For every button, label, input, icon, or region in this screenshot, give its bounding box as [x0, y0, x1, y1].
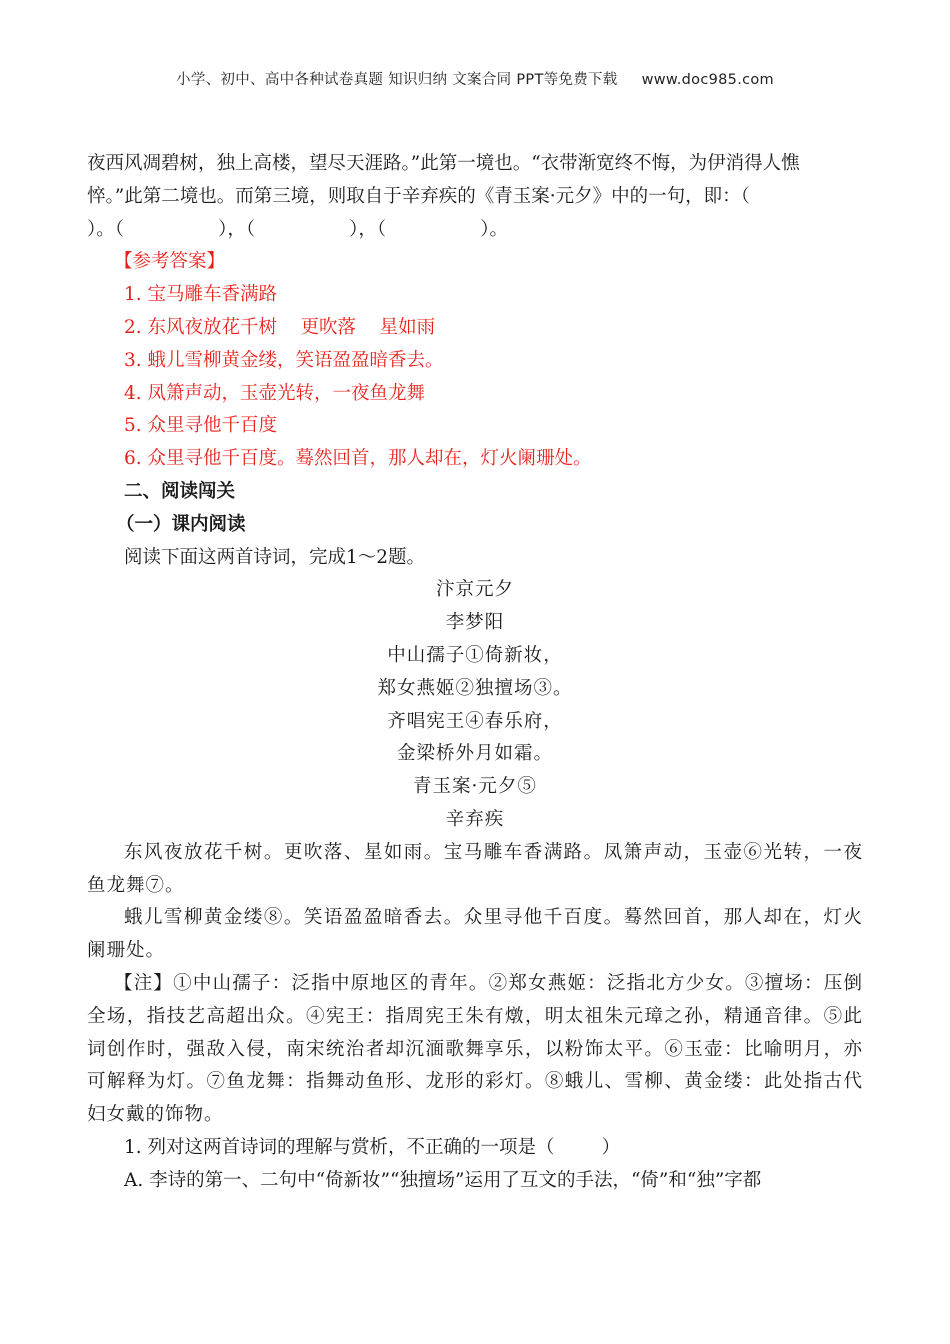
header-site: www.doc985.com [641, 72, 774, 88]
section-subtitle: （一）课内阅读 [116, 513, 246, 535]
intro-line-1: 夜西风凋碧树，独上高楼，望尽天涯路。”此第一境也。“衣带渐宽终不悔，为伊消得人憔 [87, 153, 800, 174]
answer-item: 2. 东风夜放花千树 更吹落 星如雨 [124, 316, 436, 338]
question-1-option-a: A. 李诗的第一、二句中“倚新妆”“独擅场”运用了互文的手法，“倚”和“独”字都 [124, 1169, 762, 1191]
section-instruction: 阅读下面这两首诗词，完成1～2题。 [124, 546, 426, 568]
header-text: 小学、初中、高中各种试卷真题 知识归纳 文案合同 PPT等免费下载 [176, 72, 618, 88]
document-body [87, 148, 863, 1198]
intro-line-2: 悴。”此第二境也。而第三境，则取自于辛弃疾的《青玉案·元夕》中的一句，即：（ [87, 185, 750, 207]
poem1-line: 郑女燕姬②独擅场③。 [377, 677, 573, 699]
answer-item: 1. 宝马雕车香满路 [124, 284, 278, 306]
notes-label: 【注】 [114, 972, 174, 994]
answer-item: 5. 众里寻他千百度 [124, 415, 278, 437]
poem1-title: 汴京元夕 [435, 579, 514, 601]
poem1-line: 金梁桥外月如霜。 [396, 743, 553, 765]
poem1-line: 齐唱宪王④春乐府， [387, 710, 563, 732]
notes [87, 968, 863, 1132]
answer-item: 4. 凤箫声动，玉壶光转，一夜鱼龙舞 [124, 382, 426, 404]
question-1-stem: 1. 列对这两首诗词的理解与赏析，不正确的一项是（ ） [124, 1136, 621, 1158]
section-title: 二、阅读闯关 [124, 480, 236, 502]
page-header [0, 68, 950, 89]
poem2-para-1: 东风夜放花千树。更吹落、星如雨。宝马雕车香满路。凤箫声动，玉壶⑥光转，一夜鱼龙舞⑦。 [87, 841, 863, 896]
poem2-title: 青玉案·元夕⑤ [413, 776, 537, 798]
answers-title: 【参考答案】 [114, 251, 226, 273]
answer-item: 6. 众里寻他千百度。蓦然回首，那人却在，灯火阑珊处。 [124, 448, 592, 470]
poem1-line: 中山孺子①倚新妆， [387, 644, 563, 666]
poem1-author: 李梦阳 [445, 612, 505, 634]
notes-text: ①中山孺子：泛指中原地区的青年。②郑女燕姬：泛指北方少女。③擅场：压倒全场，指技艺高超出众。④宪王：指周宪王朱有燉，明太祖朱元璋之孙，精通音律。⑤此词创作时，强敌入侵，南宋统治者却沉湎歌舞享乐，以粉饰太平。⑥玉壶：比喻明月，亦可解释为灯。⑦鱼龙舞：指舞动鱼形、龙形的彩灯。⑧蛾儿、雪柳、黄金缕：此处指古代妇女戴的饰物。 [87, 972, 863, 1126]
answer-item: 3. 蛾儿雪柳黄金缕，笑语盈盈暗香去。 [124, 349, 444, 371]
poem2-para-2: 蛾儿雪柳黄金缕⑧。笑语盈盈暗香去。众里寻他千百度。蓦然回首，那人却在，灯火阑珊处。 [87, 907, 863, 962]
intro-line-3: ）。（ ），（ ），（ ）。 [87, 218, 509, 240]
poem2-author: 辛弃疾 [445, 808, 505, 830]
